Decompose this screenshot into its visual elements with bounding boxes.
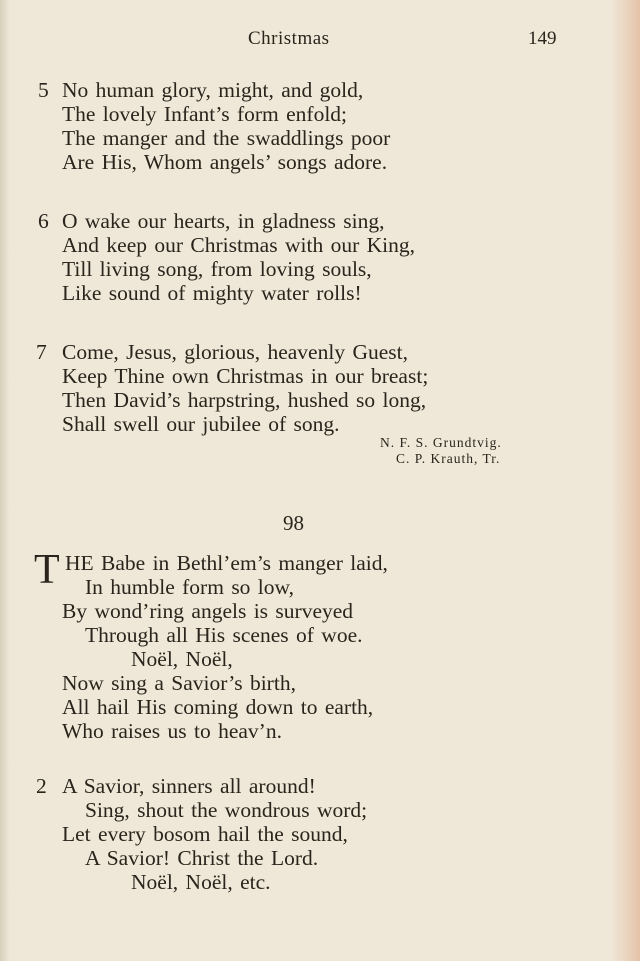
line-text: Till living song, from loving souls, — [62, 257, 372, 281]
stanza-line — [0, 388, 600, 412]
stanza-line — [0, 870, 600, 894]
stanza-line — [0, 647, 600, 671]
line-text: Noël, Noël, — [131, 647, 233, 671]
stanza-line — [0, 575, 600, 599]
stanza-6 — [0, 209, 600, 305]
stanza-line — [0, 412, 600, 436]
verse-number: 5 — [38, 78, 49, 102]
stanza-line — [0, 102, 600, 126]
section-title: Christmas — [248, 28, 330, 49]
stanza-line — [0, 340, 600, 364]
stanza-line — [0, 719, 600, 743]
line-text: No human glory, might, and gold, — [62, 78, 364, 102]
verse-number: 7 — [36, 340, 47, 364]
stanza-line — [0, 364, 600, 388]
hymn-98-stanza-1 — [0, 547, 600, 743]
line-text: By wond’ring angels is surveyed — [62, 599, 354, 623]
line-text: Now sing a Savior’s birth, — [62, 671, 296, 695]
line-text: A Savior! Christ the Lord. — [85, 846, 319, 870]
stanza-line — [0, 126, 600, 150]
running-head — [0, 28, 640, 54]
line-text: Through all His scenes of woe. — [85, 623, 363, 647]
line-text: Who raises us to heav’n. — [62, 719, 282, 743]
line-text: Let every bosom hail the sound, — [62, 822, 348, 846]
translator-credit: C. P. Krauth, Tr. — [396, 451, 501, 466]
stanza-line — [0, 257, 600, 281]
verse-number: 6 — [38, 209, 49, 233]
stanza-line — [0, 78, 600, 102]
stanza-line — [0, 822, 600, 846]
stanza-line — [0, 695, 600, 719]
author-credit: N. F. S. Grundtvig. — [380, 435, 502, 450]
line-text: Come, Jesus, glorious, heavenly Guest, — [62, 340, 408, 364]
line-text: Sing, shout the wondrous word; — [85, 798, 368, 822]
stanza-line — [0, 798, 600, 822]
line-text: Keep Thine own Christmas in our breast; — [62, 364, 429, 388]
line-text: Noël, Noël, etc. — [131, 870, 271, 894]
line-text: Then David’s harpstring, hushed so long, — [62, 388, 427, 412]
stanza-line — [0, 599, 600, 623]
hymn-number: 98 — [283, 511, 304, 535]
line-text: Are His, Whom angels’ songs adore. — [62, 150, 388, 174]
verse-number: 2 — [36, 774, 47, 798]
line-text: Like sound of mighty water rolls! — [62, 281, 362, 305]
stanza-7 — [0, 340, 600, 436]
line-text: O wake our hearts, in gladness sing, — [62, 209, 385, 233]
stanza-line — [0, 209, 600, 233]
stanza-line — [0, 233, 600, 257]
stanza-line — [0, 150, 600, 174]
stanza-line — [0, 281, 600, 305]
page-number: 149 — [528, 28, 557, 49]
stanza-line — [0, 623, 600, 647]
page-edge-right — [610, 0, 640, 961]
stanza-line — [0, 671, 600, 695]
line-text: HE Babe in Bethl’em’s manger laid, — [65, 551, 388, 575]
stanza-line — [0, 846, 600, 870]
hymn-98-stanza-2 — [0, 774, 600, 894]
line-text: In humble form so low, — [85, 575, 295, 599]
line-text: The manger and the swaddlings poor — [62, 126, 391, 150]
line-text: Shall swell our jubilee of song. — [62, 412, 340, 436]
stanza-line — [0, 774, 600, 798]
drop-cap: T — [34, 547, 60, 593]
line-text: A Savior, sinners all around! — [62, 774, 316, 798]
stanza-line — [0, 551, 600, 575]
line-text: And keep our Christmas with our King, — [62, 233, 415, 257]
stanza-5 — [0, 78, 600, 174]
line-text: All hail His coming down to earth, — [62, 695, 374, 719]
line-text: The lovely Infant’s form enfold; — [62, 102, 348, 126]
